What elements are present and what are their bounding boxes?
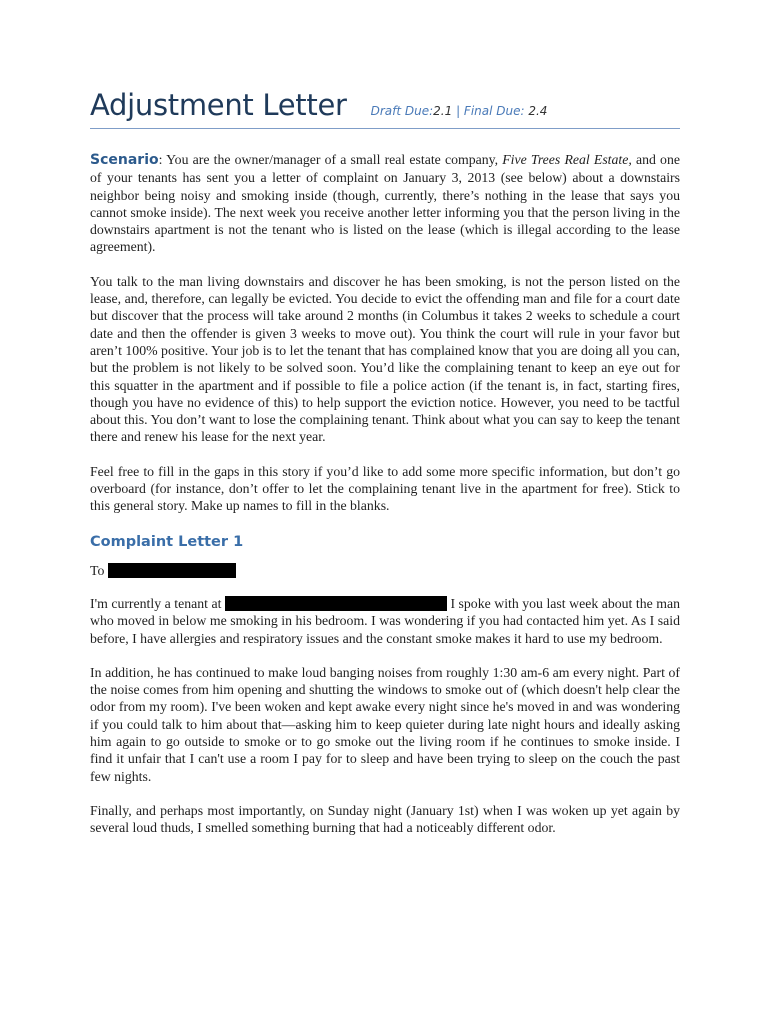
final-due-value: 2.4 — [528, 104, 548, 118]
due-separator: | — [452, 104, 464, 118]
redacted-address — [225, 596, 447, 611]
scenario-label: Scenario — [90, 152, 159, 168]
scenario-paragraph-2: You talk to the man living downstairs and discover he has been smoking, is not the person listed on the lease, and, therefore, can legally be evicted. You decide to evict the offending man and file for a court date but discover that the process will take around 2 months (in Columbus it takes 2 weeks to schedule a court date and then the offender is given 3 weeks to move out). You think the court will rule in your favor but aren’t 100% positive. Your job is to let the tenant that has complained know that you are doing all you can, but the problem is not likely to be solved soon. You’d like the complaining tenant to keep an eye out for this squatter in the apartment and if possible to file a police action (if the tenant is, in fact, starting fires, though you have no evidence of this) to help support the eviction notice. However, you need to be tactful about this. You don’t want to lose the complaining tenant. Think about what you can say to keep the tenant there and renew his lease for the next year. — [90, 273, 680, 445]
due-dates — [371, 104, 548, 118]
document-page — [90, 88, 680, 837]
complaint-heading: Complaint Letter 1 — [90, 533, 244, 550]
title-divider — [90, 128, 680, 129]
draft-due-label: Draft Due: — [370, 104, 434, 118]
draft-due-value: 2.1 — [433, 104, 453, 118]
page-title: Adjustment Letter — [90, 88, 347, 122]
final-due-label: Final Due: — [463, 104, 529, 118]
scenario-text-a: : You are the owner/manager of a small real estate company, — [158, 152, 503, 167]
complaint-paragraph-1 — [90, 595, 680, 647]
scenario-text-b: and one of your tenants has sent you a letter of complaint on January 3, 2013 (see below) about a downstairs neighbor being noisy and smoking inside (though, currently, there’s nothing in the lease that says you cannot smoke inside). The next week you receive another letter informing you that the person living in the downstairs apartment is not the tenant who is listed on the lease (which is illegal according to the lease agreement). — [90, 152, 680, 255]
title-row — [90, 88, 680, 122]
complaint-text-b: I spoke with you last week about the man who moved in below me smoking in his bedroom. I was wondering if you had contacted him yet. As I said before, I have allergies and respiratory issues and the constant smoke makes it hard to use my bedroom. — [90, 595, 680, 646]
scenario-paragraph-1 — [90, 151, 680, 256]
complaint-paragraph-3: Finally, and perhaps most importantly, on Sunday night (January 1st) when I was woken up yet again by several loud thuds, I smelled something burning that had a noticeably different odor. — [90, 802, 680, 836]
to-label: To — [90, 562, 105, 578]
redacted-recipient — [108, 563, 236, 578]
complaint-paragraph-2: In addition, he has continued to make loud banging noises from roughly 1:30 am-6 am every night. Part of the noise comes from him opening and shutting the windows to smoke out of (which doesn't help clear the odor from my room). I've been woken and kept awake every night since he's moved in and was wondering if you could talk to him about that—asking him to keep quieter during late night hours and ideally asking him again to go outside to smoke or to go smoke out the living room if he continues to smoke inside. I find it unfair that I can't use a room I pay for to sleep and have been trying to sleep on the couch the past few nights. — [90, 664, 680, 784]
company-name: Five Trees Real Estate, — [502, 152, 632, 167]
scenario-paragraph-3: Feel free to fill in the gaps in this story if you’d like to add some more specific information, but don’t go overboard (for instance, don’t offer to let the complaining tenant live in the apartment for free). Stick to this general story. Make up names to fill in the blanks. — [90, 463, 680, 514]
complaint-text-a: I'm currently a tenant at — [90, 595, 222, 611]
to-line — [90, 562, 680, 579]
